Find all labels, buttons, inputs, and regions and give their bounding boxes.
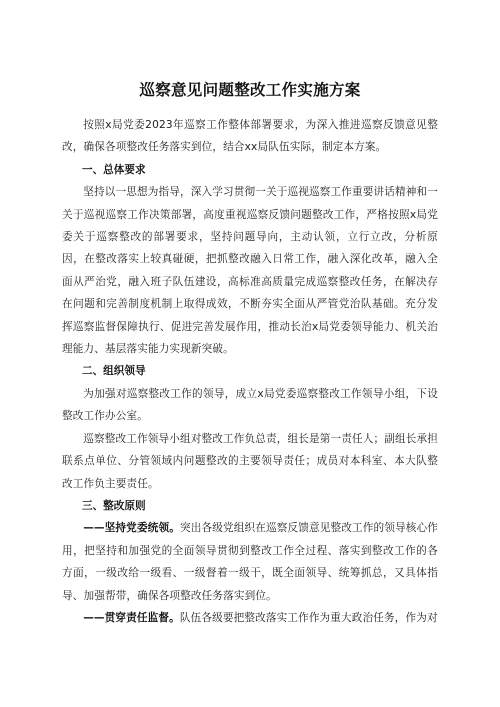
intro-paragraph: 按照x局党委2023年巡察工作整体部署要求，为深入推进巡察反馈意见整改，确保各项整改任务落实到位，结合xx局队伍实际，制定本方案。 [62,119,438,154]
principle-item [62,517,438,607]
principle-text: 队伍各级要把整改落实工作作为重大政治任务，作为对 [179,611,438,624]
organization-paragraph-1: 为加强对巡察整改工作的领导，成立x局党委巡察整改工作领导小组，下设整改工作办公室。 [62,387,438,423]
principle-lead: ——贯穿责任监督。 [83,611,180,624]
principle-text: 突出各级党组织在巡察反馈意见整改工作的领导核心作用，把坚持和加强党的全面领导贯彻到整改工作全过程、落实到整改工作的各方面，一级改给一级看、一级督着一级干，既全面领导、统筹抓总，又具体指导、加强帮带，确保各项整改任务落实到位。 [62,522,438,602]
principle-lead: ——坚持党委统领。 [83,522,180,535]
organization-paragraph-2: 巡察整改工作领导小组对整改工作负总责，组长是第一责任人；副组长承担联系点单位、分管领域内问题整改的主要领导责任；成员对本科室、本大队整改工作负主要责任。 [62,432,438,490]
section-heading-organization: 二、组织领导 [82,365,146,378]
document-title: 巡察意见问题整改工作实施方案 [139,81,361,99]
section-heading-principles: 三、整改原则 [82,499,146,512]
section-heading-general-requirements: 一、总体要求 [82,163,146,176]
principle-item [62,607,438,629]
general-requirements-paragraph: 坚持以一思想为指导，深入学习贯彻一关于巡视巡察工作重要讲话精神和一关于巡视巡察工作决策部署，高度重视巡察反馈问题整改工作，严格按照x局党委关于巡察整改的部署要求，坚持问题导向，主动认领，立行立改，分析原因，在整改落实上较真碰硬，把抓整改融入日常工作，融入深化改革，融入全面从严治党，融入班子队伍建设，高标准高质量完成巡察整改任务，在解决存在问题和完善制度机制上取得成效，不断夯实全面从严管党治队基础。充分发挥巡察监督保障执行、促进完善发展作用，推动长治x局党委领导能力、机关治理能力、基层落实能力实现新突破。 [62,186,438,356]
